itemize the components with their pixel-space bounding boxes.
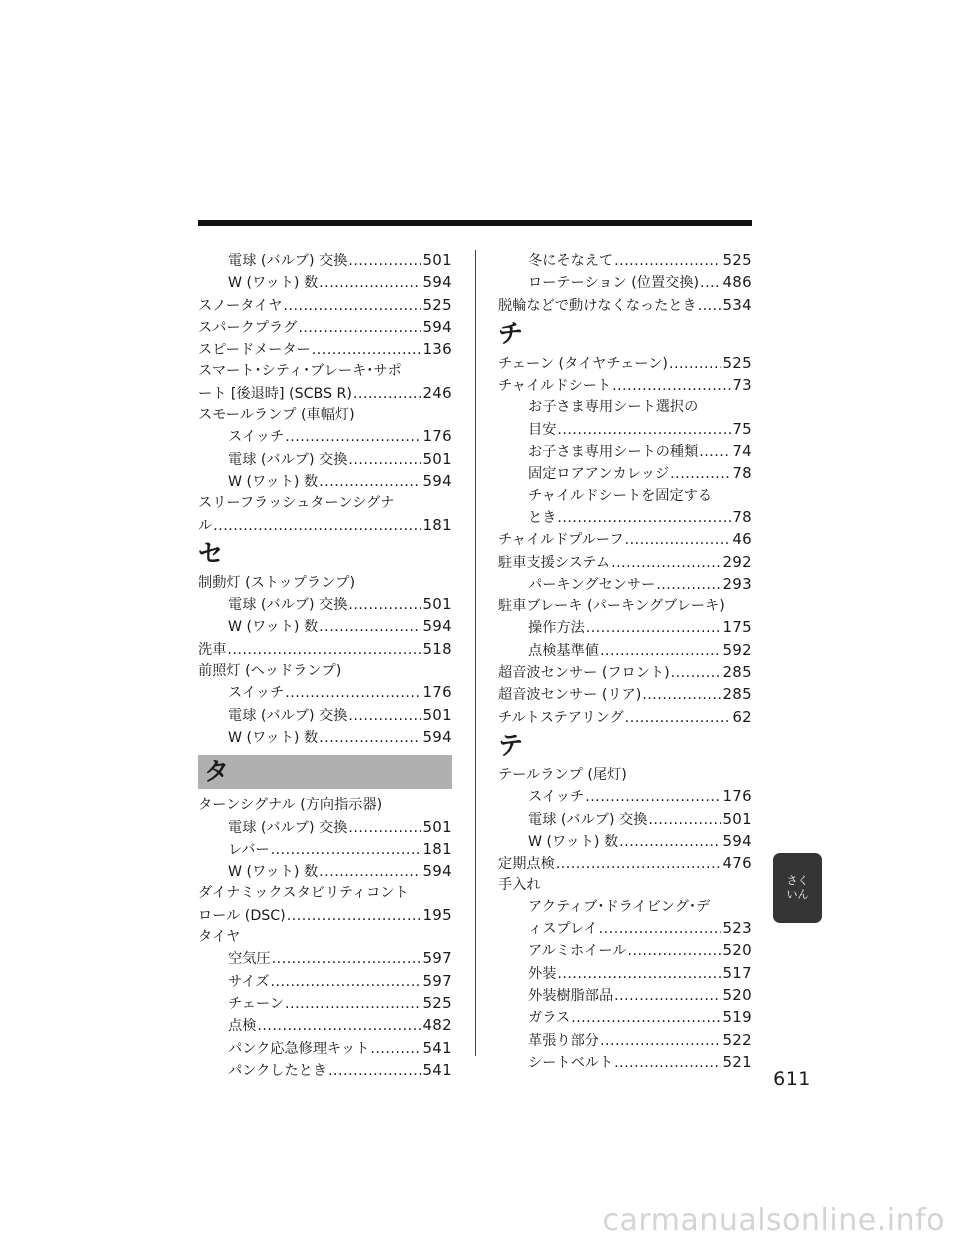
index-entry[interactable]	[198, 426, 452, 448]
dot-leader	[348, 818, 421, 839]
index-entry-page: 522	[722, 1030, 752, 1049]
index-entry-page: 521	[722, 1052, 752, 1071]
index-entry[interactable]	[198, 993, 452, 1015]
side-tab-line2: いん	[786, 888, 809, 901]
dot-leader	[353, 384, 422, 405]
index-entry-page: 176	[722, 787, 752, 806]
index-entry-page: 594	[422, 317, 452, 336]
index-entry-page: 73	[732, 376, 752, 395]
index-entry-page: 292	[722, 552, 752, 571]
index-entry-page: 74	[732, 442, 752, 461]
index-entry[interactable]	[498, 707, 752, 729]
index-entry-text: タイヤ	[198, 929, 241, 946]
dot-leader	[227, 640, 421, 661]
index-entry-page: 541	[422, 1060, 452, 1079]
index-entry-text: 手入れ	[498, 877, 541, 894]
index-entry-page: 597	[422, 971, 452, 990]
dot-leader	[614, 986, 721, 1007]
index-entry-page: 482	[422, 1016, 452, 1035]
index-entry[interactable]	[198, 383, 452, 405]
index-entry-page: 181	[422, 515, 452, 534]
index-entry-text: 駐車ブレーキ (パーキングブレーキ)	[498, 598, 725, 615]
index-entry-page: 594	[422, 617, 452, 636]
index-entry-text: チャイルドシートを固定する	[528, 487, 713, 504]
index-entry-page: 46	[732, 530, 752, 549]
index-entry-page: 78	[732, 507, 752, 526]
index-entry-label: 電球 (バルブ) 交換	[228, 451, 348, 468]
index-entry-page: 594	[422, 862, 452, 881]
index-entry-label: 電球 (バルブ) 交換	[528, 811, 648, 828]
index-entry[interactable]	[498, 419, 752, 441]
dot-leader	[612, 376, 731, 397]
index-entry[interactable]	[498, 1030, 752, 1052]
index-entry-page: 534	[722, 295, 752, 314]
index-entry-page: 285	[722, 685, 752, 704]
dot-leader	[285, 427, 421, 448]
index-entry-page: 176	[422, 683, 452, 702]
index-entry[interactable]	[498, 684, 752, 706]
index-entry-label: スピードメーター	[198, 342, 311, 359]
dot-leader	[571, 1008, 721, 1029]
index-entry-page: 136	[422, 340, 452, 359]
index-entry-label: 電球 (バルブ) 交換	[228, 253, 348, 269]
index-entry[interactable]	[198, 339, 452, 361]
dot-leader	[642, 685, 721, 706]
dot-leader	[614, 1053, 721, 1074]
index-entry[interactable]	[198, 861, 452, 883]
index-entry-label: パーキングセンサー	[528, 576, 656, 593]
dot-leader	[270, 972, 421, 993]
dot-leader	[599, 919, 722, 940]
dot-leader	[611, 553, 721, 574]
index-entry-label: スイッチ	[528, 789, 585, 806]
index-entry-label: 点検基準値	[528, 642, 599, 659]
index-entry-label: W (ワット) 数	[528, 833, 619, 850]
header-rule	[198, 220, 752, 226]
index-entry-page: 501	[422, 595, 452, 614]
index-entry-label: とき	[528, 509, 557, 526]
index-entry-page: 523	[722, 919, 752, 938]
dot-leader	[319, 472, 421, 493]
index-entry[interactable]	[498, 786, 752, 808]
index-entry-label: スイッチ	[228, 685, 285, 702]
index-entry[interactable]	[198, 317, 452, 339]
index-entry-label: 超音波センサー (リア)	[498, 687, 642, 704]
index-entry-label: 脱輪などで動けなくなったとき	[498, 297, 697, 314]
index-entry-page: 176	[422, 427, 452, 446]
index-entry-page: 525	[422, 993, 452, 1012]
section-heading: セ	[198, 538, 224, 568]
index-entry-label: 洗車	[198, 641, 227, 658]
index-entry-label: ガラス	[528, 1010, 571, 1027]
index-entry[interactable]	[498, 353, 752, 375]
watermark: carmanualsonline.info	[602, 1203, 945, 1238]
index-entry-label: 冬にそなえて	[528, 253, 614, 269]
index-entry-page: 517	[722, 963, 752, 982]
index-entry[interactable]	[498, 1007, 752, 1029]
dot-leader	[348, 450, 421, 471]
section-heading: タ	[198, 755, 452, 789]
index-entry-page: 518	[422, 639, 452, 658]
index-entry[interactable]	[198, 705, 452, 727]
dot-leader	[585, 787, 721, 808]
dot-leader	[283, 296, 421, 317]
index-entry-label: 超音波センサー (フロント)	[498, 665, 670, 682]
dot-leader	[319, 862, 421, 883]
index-entry[interactable]	[498, 617, 752, 639]
dot-leader	[625, 708, 732, 729]
index-entry-text: アクティブ･ドライビング･デ	[528, 898, 711, 915]
dot-leader	[586, 618, 722, 639]
index-entry-page: 594	[422, 727, 452, 746]
index-entry-page: 520	[722, 941, 752, 960]
index-entry-page: 181	[422, 839, 452, 858]
index-entry-label: 固定ロアアンカレッジ	[528, 466, 670, 483]
index-entry-label: ート [後退時] (SCBS R)	[198, 385, 352, 402]
index-entry[interactable]	[198, 1060, 452, 1082]
dot-leader	[328, 1061, 421, 1082]
index-entry-label: 電球 (バルブ) 交換	[228, 597, 348, 614]
index-entry[interactable]	[198, 682, 452, 704]
index-entry[interactable]	[498, 985, 752, 1007]
dot-leader	[648, 810, 721, 831]
index-entry-text: お子さま専用シート選択の	[528, 399, 699, 416]
index-entry-label: 電球 (バルブ) 交換	[228, 819, 348, 836]
index-entry-page: 594	[422, 273, 452, 292]
index-entry-label: アルミホイール	[528, 943, 627, 960]
index-entry-page: 62	[732, 707, 752, 726]
index-entry-page: 541	[422, 1038, 452, 1057]
dot-leader	[298, 318, 421, 339]
index-entry-page: 293	[722, 574, 752, 593]
index-entry-label: ィスプレイ	[528, 921, 598, 938]
index-entry-page: 519	[722, 1008, 752, 1027]
index-entry-page: 501	[422, 449, 452, 468]
index-entry-label: 外装樹脂部品	[528, 987, 614, 1004]
index-entry-page: 175	[722, 618, 752, 637]
index-entry-page: 78	[732, 464, 752, 483]
dot-leader	[671, 663, 722, 684]
dot-leader	[625, 530, 732, 551]
index-entry[interactable]	[198, 594, 452, 616]
dot-leader	[348, 251, 421, 272]
dot-leader	[312, 340, 422, 361]
dot-leader	[319, 728, 421, 749]
index-entry-text: テールランプ (尾灯)	[498, 766, 627, 783]
dot-leader	[670, 464, 731, 485]
index-entry-label: 革張り部分	[528, 1032, 599, 1049]
dot-leader	[557, 964, 721, 985]
index-entry[interactable]	[198, 449, 452, 471]
index-entry-text: 前照灯 (ヘッドランプ)	[198, 663, 342, 680]
dot-leader	[285, 994, 421, 1015]
index-entry-page: 246	[422, 383, 452, 402]
dot-leader	[213, 516, 421, 537]
index-entry-label: チルトステアリング	[498, 709, 624, 726]
index-entry-page: 594	[722, 831, 752, 850]
index-entry-text: スリーフラッシュターンシグナ	[198, 495, 395, 512]
index-entry-label: レバー	[228, 841, 270, 858]
index-entry-label: W (ワット) 数	[228, 729, 319, 746]
index-entry-label: 外装	[528, 965, 557, 982]
index-entry[interactable]	[498, 853, 752, 875]
index-entry[interactable]	[498, 529, 752, 551]
dot-leader	[700, 273, 721, 294]
dot-leader	[698, 296, 722, 317]
dot-leader	[257, 1016, 421, 1037]
index-entry-page: 592	[722, 640, 752, 659]
index-entry[interactable]	[498, 662, 752, 684]
index-entry-label: 駐車支援システム	[498, 554, 611, 571]
index-entry[interactable]	[498, 640, 752, 662]
index-entry-page: 525	[422, 295, 452, 314]
index-entry-label: スパークプラグ	[198, 319, 298, 336]
dot-leader	[348, 706, 421, 727]
index-entry-page: 525	[722, 353, 752, 372]
index-entry-text: ダイナミックスタビリティコント	[198, 885, 409, 902]
index-entry[interactable]	[498, 463, 752, 485]
index-entry-label: サイズ	[228, 973, 270, 990]
index-entry[interactable]	[198, 295, 452, 317]
side-tab-line1: さく	[786, 874, 809, 887]
section-heading: テ	[498, 730, 524, 760]
index-entry[interactable]	[498, 441, 752, 463]
index-entry-label: 空気圧	[228, 951, 271, 968]
index-entry-page: 486	[722, 273, 752, 292]
index-entry-page: 594	[422, 471, 452, 490]
index-entry-label: 点検	[228, 1018, 257, 1035]
index-entry-label: スノータイヤ	[198, 297, 283, 314]
index-entry-label: チェーン (タイヤチェーン)	[498, 355, 668, 372]
index-entry[interactable]	[498, 574, 752, 596]
dot-leader	[556, 854, 722, 875]
index-entry-page: 501	[722, 809, 752, 828]
index-entry-label: W (ワット) 数	[228, 275, 319, 292]
index-entry[interactable]	[498, 552, 752, 574]
index-entry[interactable]	[498, 940, 752, 962]
index-entry-label: W (ワット) 数	[228, 473, 319, 490]
index-entry[interactable]	[198, 616, 452, 638]
index-entry-page: 195	[422, 905, 452, 924]
index-entry[interactable]	[198, 971, 452, 993]
index-entry[interactable]	[498, 507, 752, 529]
index-entry-label: シートベルト	[528, 1054, 614, 1071]
index-entry[interactable]	[498, 250, 752, 272]
index-entry-label: チェーン	[228, 995, 285, 1012]
index-entry-label: パンクしたとき	[228, 1062, 328, 1079]
dot-leader	[348, 595, 421, 616]
index-entry-page: 75	[732, 419, 752, 438]
dot-leader	[614, 251, 721, 272]
index-entry-label: パンク応急修理キット	[228, 1040, 370, 1057]
index-entry[interactable]	[198, 250, 452, 272]
index-entry-page: 597	[422, 949, 452, 968]
index-entry[interactable]	[498, 963, 752, 985]
index-entry-page: 520	[722, 985, 752, 1004]
index-entry[interactable]	[198, 905, 452, 927]
index-entry[interactable]	[198, 727, 452, 749]
page-number: 611	[773, 1068, 811, 1090]
index-entry[interactable]	[198, 1038, 452, 1060]
index-entry-page: 501	[422, 251, 452, 269]
index-entry[interactable]	[198, 817, 452, 839]
index-entry-label: お子さま専用シートの種類	[528, 444, 699, 461]
index-entry[interactable]	[498, 809, 752, 831]
section-heading: チ	[498, 318, 524, 348]
dot-leader	[627, 941, 721, 962]
index-entry-label: 電球 (バルブ) 交換	[228, 707, 348, 724]
dot-leader	[669, 354, 722, 375]
index-entry[interactable]	[498, 272, 752, 294]
dot-leader	[600, 641, 722, 662]
index-entry[interactable]	[198, 839, 452, 861]
index-entry[interactable]	[198, 515, 452, 537]
index-entry-label: チャイルドシート	[498, 378, 612, 395]
dot-leader	[600, 1031, 722, 1052]
index-entry-label: W (ワット) 数	[228, 619, 319, 636]
index-entry-label: スイッチ	[228, 429, 285, 446]
index-entry[interactable]	[198, 471, 452, 493]
dot-leader	[272, 949, 422, 970]
dot-leader	[699, 442, 731, 463]
dot-leader	[557, 508, 731, 529]
index-entry-text: スモールランプ (車幅灯)	[198, 407, 355, 424]
dot-leader	[619, 832, 721, 853]
index-entry[interactable]	[498, 831, 752, 853]
index-entry-page: 285	[722, 663, 752, 682]
index-entry-page: 525	[722, 251, 752, 269]
index-entry[interactable]	[498, 1052, 752, 1074]
dot-leader	[557, 420, 731, 441]
index-entry-label: ロール (DSC)	[198, 907, 286, 924]
dot-leader	[319, 273, 421, 294]
index-side-tab[interactable]	[773, 853, 822, 923]
index-entry-label: ル	[198, 517, 213, 534]
index-entry-page: 501	[422, 817, 452, 836]
dot-leader	[287, 906, 422, 927]
dot-leader	[285, 683, 421, 704]
index-entry-label: チャイルドプルーフ	[498, 532, 624, 549]
index-column-right	[498, 250, 752, 1074]
index-entry-label: W (ワット) 数	[228, 864, 319, 881]
dot-leader	[656, 575, 721, 596]
index-entry[interactable]	[498, 375, 752, 397]
index-entry-label: 操作方法	[528, 620, 585, 637]
column-divider	[475, 250, 476, 1056]
index-entry[interactable]	[198, 1015, 452, 1037]
index-entry[interactable]	[198, 948, 452, 970]
index-entry[interactable]	[198, 272, 452, 294]
index-entry-text: ターンシグナル (方向指示器)	[198, 797, 383, 814]
index-entry[interactable]	[498, 918, 752, 940]
index-entry-page: 501	[422, 705, 452, 724]
index-entry[interactable]	[198, 639, 452, 661]
index-entry-label: 目安	[528, 421, 557, 438]
index-column-left	[198, 250, 452, 1082]
dot-leader	[319, 617, 421, 638]
index-entry-label: ローテーション (位置交換)	[528, 275, 700, 292]
index-entry-label: 定期点検	[498, 856, 555, 873]
dot-leader	[271, 840, 422, 861]
index-entry[interactable]	[498, 295, 752, 317]
dot-leader	[370, 1039, 421, 1060]
index-entry-text: 制動灯 (ストップランプ)	[198, 574, 356, 591]
index-entry-page: 476	[722, 854, 752, 873]
index-entry-text: スマート･シティ･ブレーキ･サポ	[198, 363, 402, 380]
